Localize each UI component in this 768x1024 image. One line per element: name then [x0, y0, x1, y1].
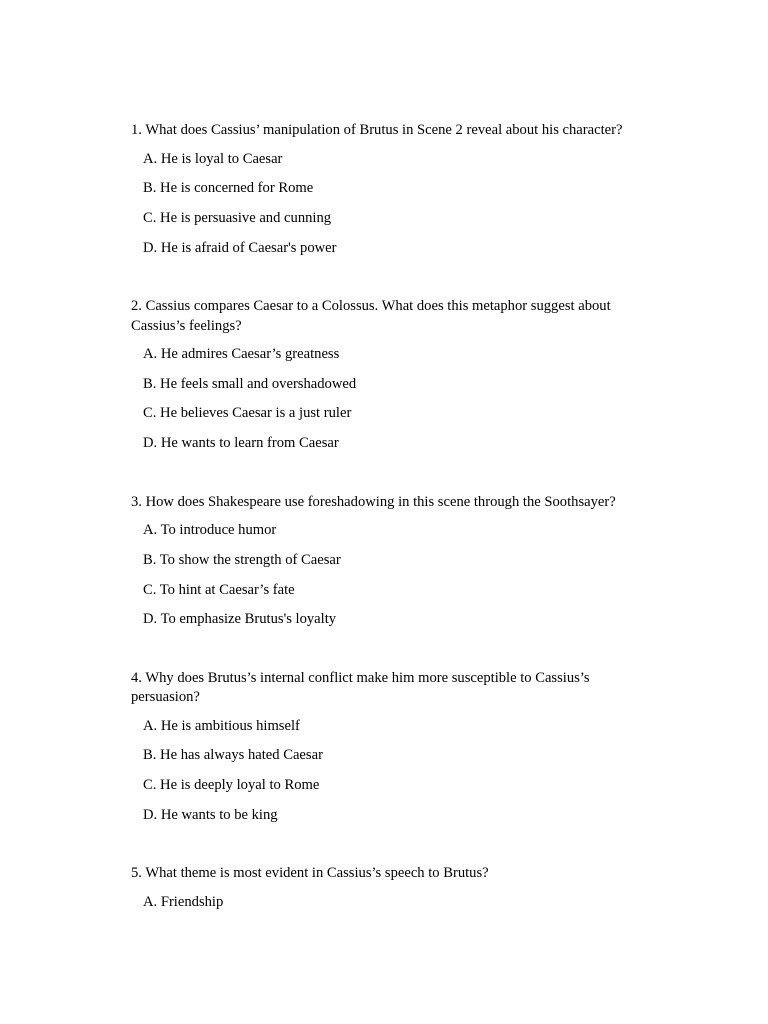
question-text: 1. What does Cassius’ manipulation of Brutus in Scene 2 reveal about his character? — [131, 122, 623, 138]
answer-option-c: C. He is persuasive and cunning — [143, 209, 332, 226]
question-3 — [131, 493, 651, 630]
question-text: 4. Why does Brutus’s internal conflict make him more susceptible to Cassius’s persuasion? — [131, 669, 590, 706]
question-4 — [131, 669, 651, 826]
answer-option-d: D. He wants to learn from Caesar — [143, 435, 339, 452]
answer-option-d: D. He wants to be king — [143, 806, 278, 823]
question-text: 3. How does Shakespeare use foreshadowing in this scene through the Soothsayer? — [131, 493, 616, 510]
answer-option-d: D. He is afraid of Caesar's power — [143, 239, 337, 256]
question-2 — [131, 297, 651, 454]
quiz-document — [131, 121, 651, 951]
answer-option-a: A. He is loyal to Caesar — [143, 150, 283, 167]
answer-options — [131, 717, 651, 826]
answer-option-a: A. To introduce humor — [143, 522, 277, 539]
answer-option-c: C. He is deeply loyal to Rome — [143, 777, 320, 794]
answer-option-c: C. To hint at Caesar’s fate — [143, 581, 295, 598]
answer-option-a: A. Friendship — [143, 893, 224, 910]
question-text: 2. Cassius compares Caesar to a Colossus. What does this metaphor suggest about Cassius’s feelings? — [131, 298, 611, 334]
answer-options — [131, 150, 651, 259]
answer-option-b: B. He feels small and overshadowed — [143, 375, 357, 392]
answer-option-b: B. He has always hated Caesar — [143, 747, 323, 764]
answer-options — [131, 521, 651, 630]
answer-options — [131, 893, 651, 913]
answer-option-d: D. To emphasize Brutus's loyalty — [143, 611, 337, 628]
answer-option-b: B. He is concerned for Rome — [143, 180, 314, 197]
question-5 — [131, 864, 651, 912]
answer-option-a: A. He admires Caesar’s greatness — [143, 346, 340, 363]
answer-option-c: C. He believes Caesar is a just ruler — [143, 405, 352, 422]
answer-option-b: B. To show the strength of Caesar — [143, 551, 341, 568]
question-text: 5. What theme is most evident in Cassius’s speech to Brutus? — [131, 865, 489, 882]
question-1 — [131, 121, 651, 258]
answer-options — [131, 345, 651, 454]
answer-option-a: A. He is ambitious himself — [143, 717, 300, 734]
